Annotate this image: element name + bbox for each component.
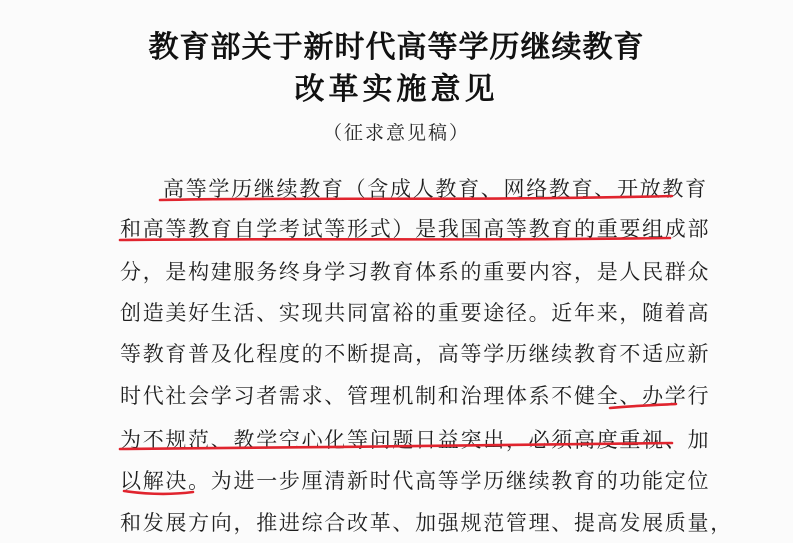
paragraph-line-6: 时代社会学习者需求、管理机制和治理体系不健全、办学行 — [120, 384, 711, 408]
paragraph-line-1: 高等学历继续教育（含成人教育、网络教育、开放教育 — [163, 177, 708, 201]
document-title-line-1: 教育部关于新时代高等学历继续教育 — [148, 30, 645, 65]
paragraph-line-2: 和高等教育自学考试等形式）是我国高等教育的重要组成部 — [120, 217, 711, 241]
document-title-line-2: 改革实施意见 — [294, 72, 499, 107]
paragraph-line-7: 为不规范、教学空心化等问题日益突出，必须高度重视、加 — [120, 428, 711, 452]
paragraph-line-4: 创造美好生活、实现共同富裕的重要途径。近年来，随着高 — [120, 301, 711, 325]
paragraph-line-5: 等教育普及化程度的不断提高，高等学历继续教育不适应新 — [120, 342, 711, 366]
paragraph-line-3: 分，是构建服务终身学习教育体系的重要内容，是人民群众 — [120, 260, 711, 284]
paragraph-line-8: 以解决。为进一步厘清新时代高等学历继续教育的功能定位 — [120, 469, 711, 493]
paragraph-line-9: 和发展方向，推进综合改革、加强规范管理、提高发展质量， — [120, 511, 733, 535]
document-subtitle: （征求意见稿） — [322, 122, 470, 144]
